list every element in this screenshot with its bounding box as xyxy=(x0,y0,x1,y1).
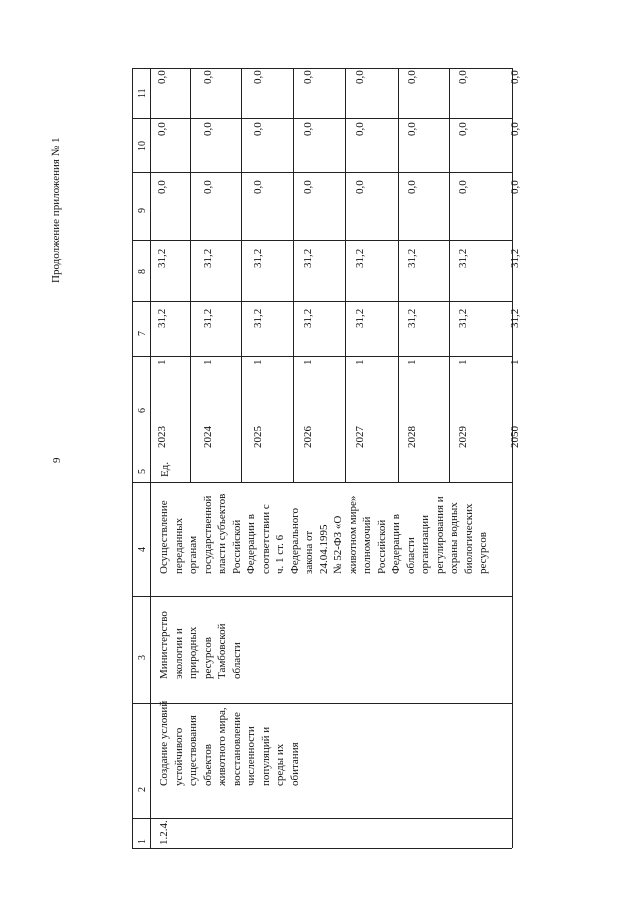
value-cell-c6: 1 xyxy=(509,359,521,365)
value-cell-c9: 0,0 xyxy=(457,180,469,194)
column-header-5: 5 xyxy=(137,469,148,474)
value-cell-c7: 31,2 xyxy=(202,308,214,328)
column-header-7: 7 xyxy=(137,331,148,336)
row-divider xyxy=(293,68,294,482)
value-cell-c6: 1 xyxy=(406,359,418,365)
value-cell-c7: 31,2 xyxy=(302,308,314,328)
value-cell-c11: 0,0 xyxy=(354,70,366,84)
value-cell-c9: 0,0 xyxy=(252,180,264,194)
row-divider xyxy=(345,68,346,482)
value-cell-c11: 0,0 xyxy=(202,70,214,84)
measure-description: Осуществление переданных органам государственной власти субъектов Российской Федерации в соответствии с ч. 1 ст. 6 Федерального закона от 24.04.1995 № 52-ФЗ «О животном мире» полномочий Российской Федерации в области организации регулирования и охраны водных биологических ресурсов xyxy=(158,493,489,574)
value-cell-c9: 0,0 xyxy=(509,180,521,194)
year-cell: 2050 xyxy=(509,426,521,448)
value-cell-c8: 31,2 xyxy=(302,248,314,268)
value-cell-c8: 31,2 xyxy=(457,248,469,268)
row-divider xyxy=(449,68,450,482)
page-number: 9 xyxy=(51,457,63,463)
value-cell-c6: 1 xyxy=(302,359,314,365)
unit-of-measure: Ед. xyxy=(159,461,171,477)
column-divider xyxy=(132,172,512,173)
value-cell-c6: 1 xyxy=(457,359,469,365)
column-divider xyxy=(132,482,512,483)
header-divider xyxy=(150,68,151,848)
value-cell-c7: 31,2 xyxy=(354,308,366,328)
value-cell-c9: 0,0 xyxy=(202,180,214,194)
value-cell-c8: 31,2 xyxy=(354,248,366,268)
row-divider xyxy=(190,68,191,482)
value-cell-c10: 0,0 xyxy=(252,122,264,136)
value-cell-c10: 0,0 xyxy=(202,122,214,136)
value-cell-c8: 31,2 xyxy=(202,248,214,268)
value-cell-c8: 31,2 xyxy=(252,248,264,268)
responsible-executor: Министерство экологии и природных ресурсов Тамбовской области xyxy=(158,611,243,679)
value-cell-c7: 31,2 xyxy=(457,308,469,328)
year-cell: 2023 xyxy=(156,426,168,448)
year-cell: 2027 xyxy=(354,426,366,448)
column-header-3: 3 xyxy=(137,655,148,660)
year-cell: 2026 xyxy=(302,426,314,448)
value-cell-c9: 0,0 xyxy=(156,180,168,194)
value-cell-c11: 0,0 xyxy=(156,70,168,84)
value-cell-c9: 0,0 xyxy=(406,180,418,194)
column-divider xyxy=(132,301,512,302)
row-code: 1.2.4. xyxy=(158,820,170,845)
value-cell-c6: 1 xyxy=(202,359,214,365)
value-cell-c8: 31,2 xyxy=(509,248,521,268)
value-cell-c10: 0,0 xyxy=(457,122,469,136)
value-cell-c9: 0,0 xyxy=(354,180,366,194)
column-divider xyxy=(132,848,512,849)
value-cell-c10: 0,0 xyxy=(354,122,366,136)
row-divider xyxy=(398,68,399,482)
page-subtitle: Продолжение приложения № 1 xyxy=(50,137,62,283)
column-header-1: 1 xyxy=(137,839,148,844)
value-cell-c8: 31,2 xyxy=(406,248,418,268)
value-cell-c11: 0,0 xyxy=(302,70,314,84)
value-cell-c7: 31,2 xyxy=(156,308,168,328)
value-cell-c11: 0,0 xyxy=(252,70,264,84)
value-cell-c6: 1 xyxy=(354,359,366,365)
column-divider xyxy=(132,818,512,819)
column-divider xyxy=(132,240,512,241)
column-header-11: 11 xyxy=(137,88,148,98)
measure-name: Создание условий устойчивого существования объектов животного мира, восстановление численности популяций и среды их обитания xyxy=(158,700,301,786)
value-cell-c11: 0,0 xyxy=(457,70,469,84)
column-header-10: 10 xyxy=(137,141,148,151)
value-cell-c7: 31,2 xyxy=(252,308,264,328)
column-header-4: 4 xyxy=(137,547,148,552)
row-divider xyxy=(241,68,242,482)
year-cell: 2025 xyxy=(252,426,264,448)
column-divider xyxy=(132,356,512,357)
value-cell-c7: 31,2 xyxy=(406,308,418,328)
year-cell: 2028 xyxy=(406,426,418,448)
value-cell-c7: 31,2 xyxy=(509,308,521,328)
year-cell: 2024 xyxy=(202,426,214,448)
table-border xyxy=(132,68,133,848)
year-cell: 2029 xyxy=(457,426,469,448)
column-divider xyxy=(132,68,512,69)
value-cell-c10: 0,0 xyxy=(156,122,168,136)
column-divider xyxy=(132,118,512,119)
value-cell-c9: 0,0 xyxy=(302,180,314,194)
column-header-9: 9 xyxy=(137,208,148,213)
value-cell-c6: 1 xyxy=(252,359,264,365)
value-cell-c10: 0,0 xyxy=(302,122,314,136)
value-cell-c10: 0,0 xyxy=(406,122,418,136)
column-header-2: 2 xyxy=(137,787,148,792)
column-header-6: 6 xyxy=(137,408,148,413)
column-header-8: 8 xyxy=(137,269,148,274)
value-cell-c6: 1 xyxy=(156,359,168,365)
value-cell-c10: 0,0 xyxy=(509,122,521,136)
column-divider xyxy=(132,596,512,597)
value-cell-c11: 0,0 xyxy=(509,70,521,84)
value-cell-c8: 31,2 xyxy=(156,248,168,268)
value-cell-c11: 0,0 xyxy=(406,70,418,84)
